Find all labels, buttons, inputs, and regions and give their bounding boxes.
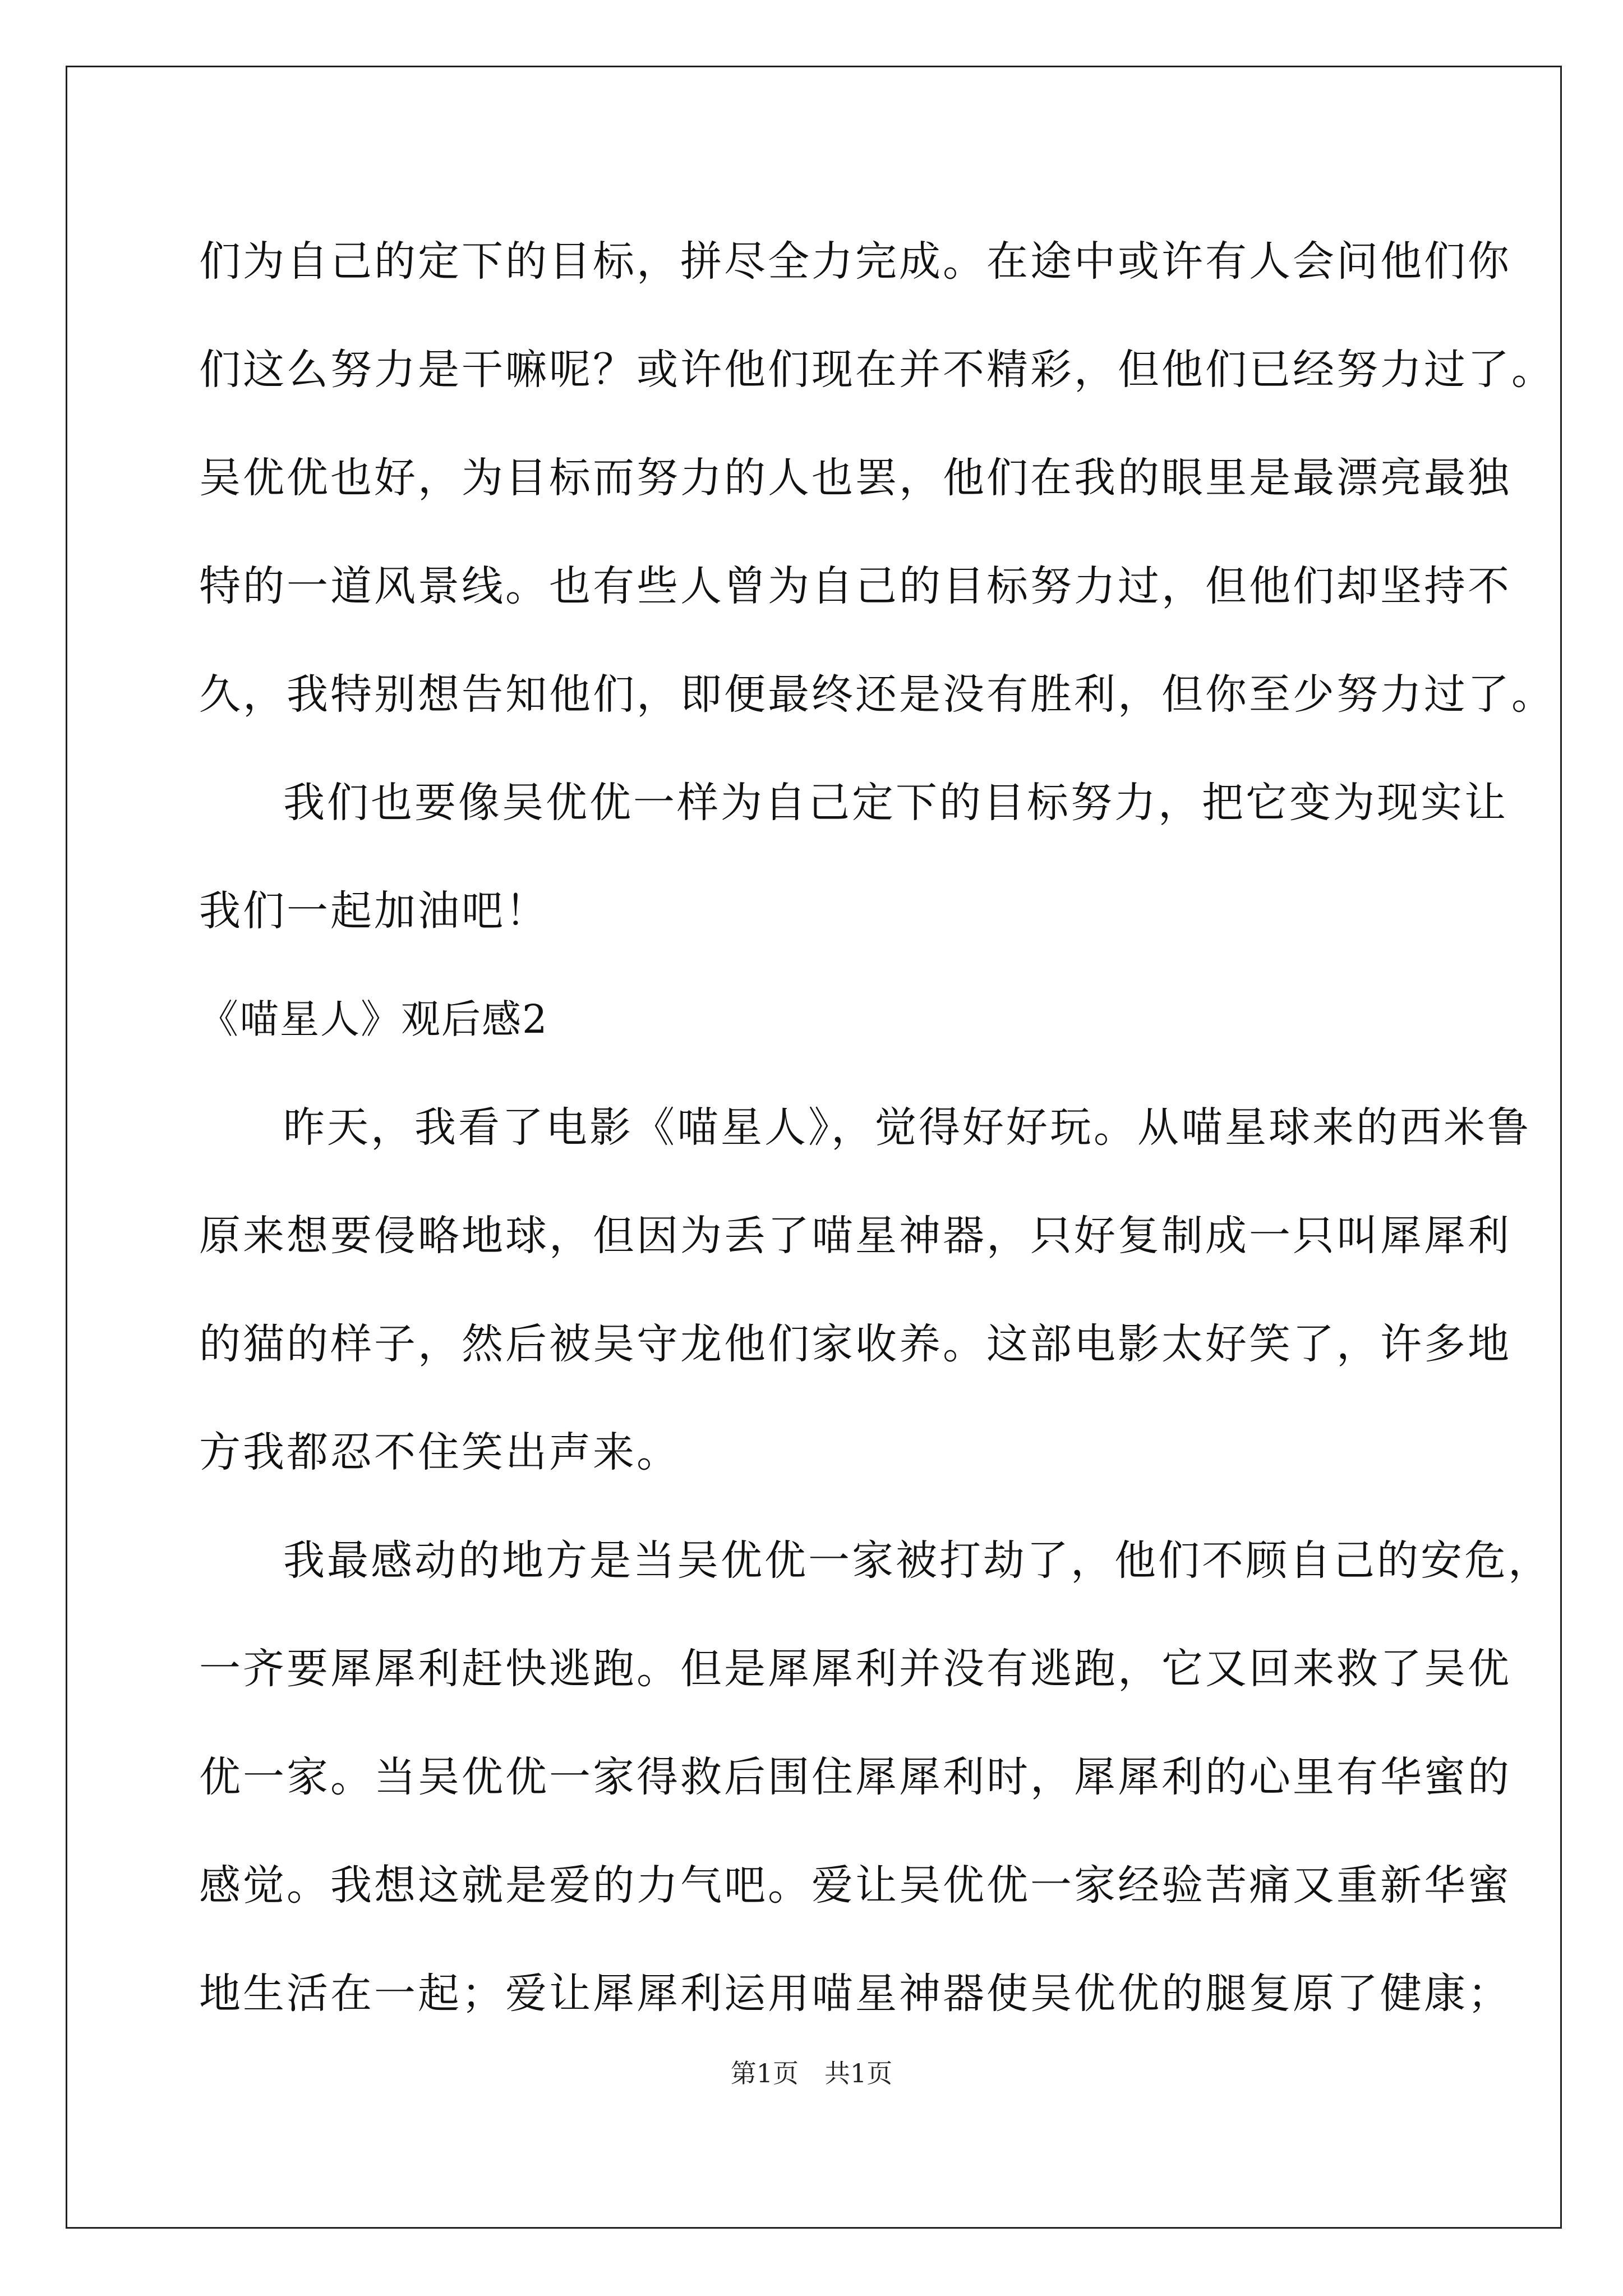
text-line: 我们一起加油吧！	[199, 887, 549, 935]
text-line: 们这么努力是干嘛呢？或许他们现在并不精彩，但他们已经努力过了。	[199, 346, 1555, 394]
text-line: 我们也要像吴优优一样为自己定下的目标努力，把它变为现实让	[283, 779, 1508, 827]
text-line: 久，我特别想告知他们，即便最终还是没有胜利，但你至少努力过了。	[199, 670, 1555, 719]
text-line: 吴优优也好，为目标而努力的人也罢，他们在我的眼里是最漂亮最独	[199, 454, 1511, 502]
text-line: 方我都忍不住笑出声来。	[199, 1428, 680, 1476]
text-line: 我最感动的地方是当吴优优一家被打劫了，他们不顾自己的安危，	[283, 1536, 1552, 1585]
text-line: 感觉。我想这就是爱的力气吧。爱让吴优优一家经验苦痛又重新华蜜	[199, 1861, 1511, 1910]
text-line: 一齐要犀犀利赶快逃跑。但是犀犀利并没有逃跑，它又回来救了吴优	[199, 1645, 1511, 1693]
text-line: 优一家。当吴优优一家得救后围住犀犀利时，犀犀利的心里有华蜜的	[199, 1753, 1511, 1801]
text-line: 地生活在一起；爱让犀犀利运用喵星神器使吴优优的腿复原了健康；	[199, 1970, 1511, 2018]
text-line: 的猫的样子，然后被吴守龙他们家收养。这部电影太好笑了，许多地	[199, 1320, 1511, 1368]
section-title: 《喵星人》观后感2	[199, 996, 548, 1042]
text-line: 们为自己的定下的目标，拼尽全力完成。在途中或许有人会问他们你	[199, 237, 1511, 286]
text-line: 原来想要侵略地球，但因为丢了喵星神器，只好复制成一只叫犀犀利	[199, 1212, 1511, 1260]
page-footer: 第1页 共1页	[730, 2058, 893, 2088]
text-line: 特的一道风景线。也有些人曾为自己的目标努力过，但他们却坚持不	[199, 562, 1511, 610]
text-line: 昨天，我看了电影《喵星人》，觉得好好玩。从喵星球来的西米鲁	[283, 1103, 1531, 1152]
document-body	[199, 208, 1555, 2048]
